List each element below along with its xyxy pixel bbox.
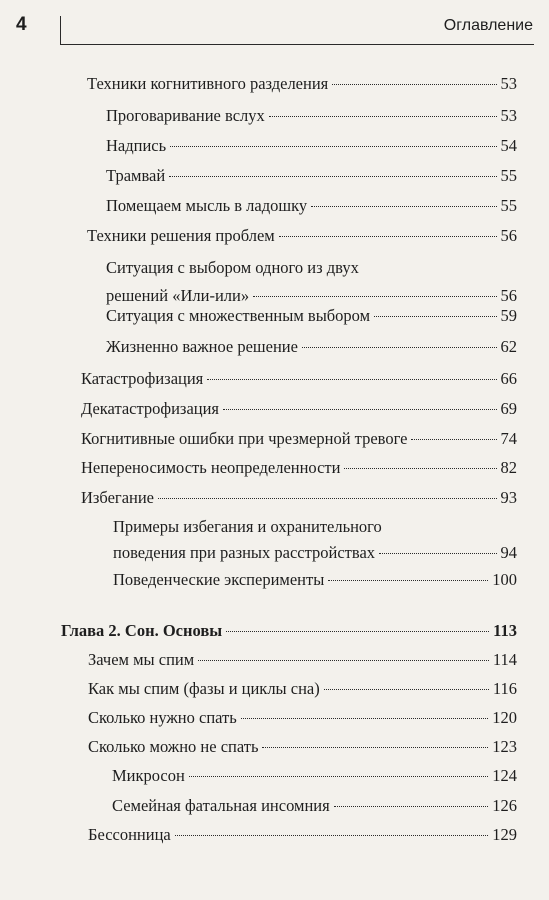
dot-leader (302, 347, 497, 348)
dot-leader (169, 176, 496, 177)
toc-entry (87, 224, 517, 248)
toc-entry-page: 100 (492, 570, 517, 589)
toc-entry (88, 823, 517, 847)
dot-leader (334, 806, 489, 807)
toc-entry (88, 648, 517, 672)
dot-leader (158, 498, 496, 499)
toc-chapter-page: 113 (493, 621, 517, 640)
toc-entry-title: Техники когнитивного разделения (87, 74, 329, 93)
toc-entry-title: Поведенческие эксперименты (113, 570, 325, 589)
header-divider-tick (60, 16, 61, 44)
toc-entry-title-line1: Примеры избегания и охранительного (113, 517, 382, 536)
toc-entry-page: 124 (492, 766, 517, 785)
dot-leader (344, 468, 496, 469)
toc-entry-title: Зачем мы спим (88, 650, 195, 669)
toc-entry (106, 134, 517, 158)
dot-leader (262, 747, 488, 748)
toc-entry (88, 706, 517, 730)
dot-leader (253, 296, 496, 297)
toc-entry-title: Избегание (81, 488, 155, 507)
dot-leader (170, 146, 496, 147)
toc-entry-title: Жизненно важное решение (106, 337, 298, 356)
toc-entry (81, 427, 517, 451)
toc-entry (81, 486, 517, 510)
toc-entry (88, 677, 517, 701)
dot-leader (189, 776, 488, 777)
toc-entry-page: 120 (492, 708, 517, 727)
dot-leader (223, 409, 496, 410)
toc-entry-title: Сколько можно не спать (88, 737, 259, 756)
dot-leader (198, 660, 489, 661)
toc-entry (112, 764, 517, 788)
toc-entry-page: 126 (492, 796, 517, 815)
toc-entry (106, 335, 517, 359)
toc-entry-title: Катастрофизация (81, 369, 204, 388)
toc-entry-page: 116 (492, 679, 517, 698)
toc-entry-title: решений «Или-или» (106, 286, 250, 305)
toc-entry-page: 69 (500, 399, 517, 418)
toc-entry (106, 304, 517, 328)
toc-entry (106, 104, 517, 128)
toc-entry-title: Надпись (106, 136, 167, 155)
toc-entry-page: 74 (500, 429, 517, 448)
toc-entry (112, 794, 517, 818)
toc-entry (113, 515, 517, 565)
header-rule (60, 44, 534, 45)
toc-entry (81, 397, 517, 421)
toc-entry-title: Бессонница (88, 825, 171, 844)
toc-entry-title: поведения при разных расстройствах (113, 543, 376, 562)
page-header (0, 0, 549, 52)
toc-entry-title: Как мы спим (фазы и циклы сна) (88, 679, 320, 698)
toc-entry-title: Ситуация с множественным выбором (106, 306, 371, 325)
toc-entry-page: 55 (500, 166, 517, 185)
toc-entry-page: 82 (500, 458, 517, 477)
toc-entry-title: Техники решения проблем (87, 226, 275, 245)
dot-leader (279, 236, 497, 237)
toc-entry-title: Декатастрофизация (81, 399, 220, 418)
running-title: Оглавление (443, 17, 533, 34)
toc-entry-title: Непереносимость неопределенности (81, 458, 341, 477)
dot-leader (379, 553, 496, 554)
toc-entry (106, 194, 517, 218)
dot-leader (207, 379, 496, 380)
toc-entry-page: 56 (500, 226, 517, 245)
dot-leader (332, 84, 496, 85)
dot-leader (328, 580, 488, 581)
toc-entry-page: 94 (500, 543, 517, 562)
toc-entry-title: Семейная фатальная инсомния (112, 796, 330, 815)
toc-entry (106, 256, 517, 308)
dot-leader (269, 116, 497, 117)
toc-entry (81, 367, 517, 391)
toc-entry-page: 129 (492, 825, 517, 844)
dot-leader (324, 689, 489, 690)
toc-entry-page: 55 (500, 196, 517, 215)
toc-entry-page: 59 (500, 306, 517, 325)
toc-entry-page: 56 (500, 286, 517, 305)
dot-leader (175, 835, 489, 836)
toc-entry-title: Помещаем мысль в ладошку (106, 196, 308, 215)
dot-leader (311, 206, 496, 207)
toc-entry-title-line1: Ситуация с выбором одного из двух (106, 258, 359, 277)
toc-chapter-entry (61, 619, 517, 643)
toc-entry (106, 164, 517, 188)
page-number: 4 (16, 14, 27, 35)
toc-entry (113, 568, 517, 592)
toc-entry-title: Когнитивные ошибки при чрезмерной тревоге (81, 429, 408, 448)
toc-entry-page: 66 (500, 369, 517, 388)
toc-entry (88, 735, 517, 759)
toc-chapter-title: Глава 2. Сон. Основы (61, 621, 223, 640)
dot-leader (241, 718, 488, 719)
toc-entry-title: Сколько нужно спать (88, 708, 237, 727)
dot-leader (226, 631, 489, 632)
toc-entry-title: Микросон (112, 766, 185, 785)
toc-entry-page: 54 (500, 136, 517, 155)
toc-entry-page: 53 (500, 106, 517, 125)
toc-entry-page: 62 (500, 337, 517, 356)
toc-entry-page: 123 (492, 737, 517, 756)
toc-entry-page: 93 (500, 488, 517, 507)
toc-entry-page: 114 (492, 650, 517, 669)
toc-entry-page: 53 (500, 74, 517, 93)
toc-entry (87, 72, 517, 96)
dot-leader (374, 316, 496, 317)
toc-entry-title: Трамвай (106, 166, 166, 185)
toc-entry (81, 456, 517, 480)
dot-leader (411, 439, 496, 440)
toc-entry-title: Проговаривание вслух (106, 106, 265, 125)
